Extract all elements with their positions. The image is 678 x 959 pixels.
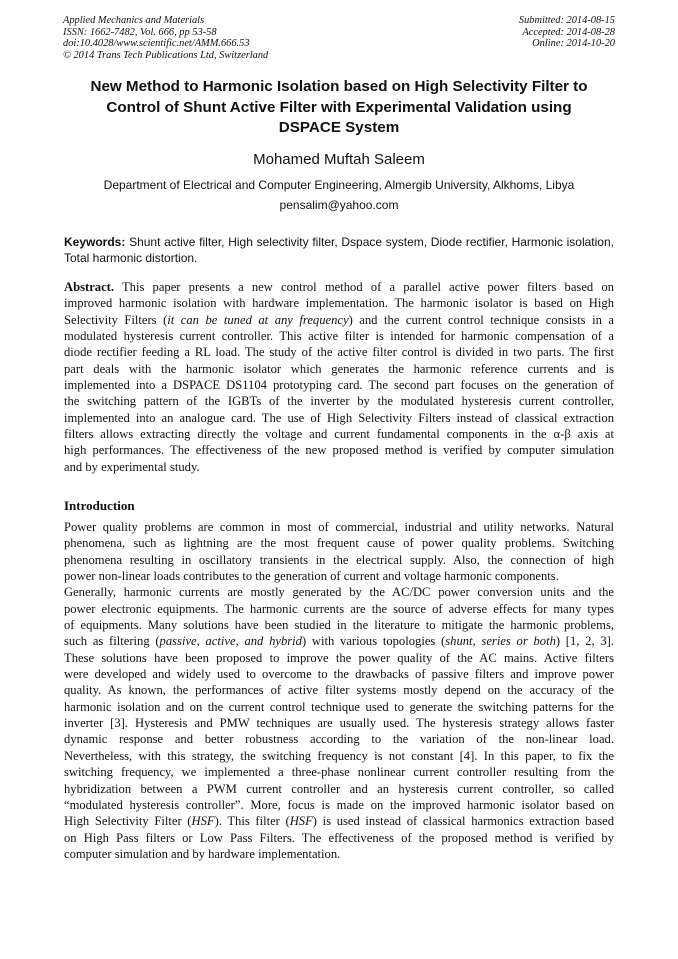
copyright: © 2014 Trans Tech Publications Ltd, Switzerland: [63, 49, 269, 61]
email[interactable]: pensalim@yahoo.com: [279, 198, 399, 212]
text-segment: the switching pattern of the IGBTs of the inverter by the modulated hysteresis current controller,: [64, 394, 614, 409]
title-line: Control of Shunt Active Filter with Experimental Validation using: [106, 98, 572, 116]
text-line: [64, 552, 614, 568]
text-line: [64, 846, 614, 862]
keywords-label: Keywords:: [64, 235, 126, 249]
text-line: [64, 797, 614, 813]
text-line: [64, 568, 614, 584]
text-line: [64, 584, 614, 600]
text-line: [64, 650, 614, 666]
intro-paragraph-2: [64, 584, 614, 862]
text-segment: dynamic response and better robustness according to the variation of the non-linear load.: [64, 732, 614, 747]
journal-name: Applied Mechanics and Materials: [63, 15, 205, 26]
italic-text: HSF: [191, 814, 215, 829]
journal-info: [63, 15, 268, 61]
text-segment: ). This filter (: [214, 814, 290, 829]
text-line: [64, 601, 614, 617]
online-date: Online: 2014-10-20: [532, 38, 615, 50]
text-segment: Nevertheless, with this strategy, the switching frequency is not constant [4]. In this paper, to fix the: [64, 748, 614, 763]
text-segment: filters allows extracting directly the voltage and current fundamental components in the α-β axis at: [64, 427, 614, 442]
text-line: [64, 377, 614, 393]
text-line: [64, 699, 614, 715]
text-line: [64, 748, 614, 764]
italic-text: HSF: [289, 814, 313, 829]
doi: doi:10.4028/www.scientific.net/AMM.666.53: [63, 38, 250, 50]
accepted-date: Accepted: 2014-08-28: [522, 26, 615, 38]
text-segment: “modulated hysteresis controller”. More, focus is made on the improved harmonic isolator based on: [64, 797, 614, 812]
text-segment: High Selectivity Filter (: [64, 814, 192, 829]
text-line: [64, 344, 614, 360]
text-line: [64, 361, 614, 377]
text-segment: were developed and widely used to overcome to the drawbacks of passive filters and improve power: [64, 667, 614, 682]
text-segment: computer simulation and by hardware implementation.: [64, 846, 341, 861]
text-line: [64, 781, 614, 797]
text-segment: These solutions have been proposed to improve the power quality of the AC mains. Active filters: [64, 650, 614, 665]
text-segment: implemented into an analogue card. The use of High Selectivity Filters instead of classical extraction: [64, 410, 614, 425]
text-line: [64, 715, 614, 731]
abstract: [64, 279, 614, 475]
text-segment: modulated hysteresis current controller. This active filter is intended for harmonic compensation of a: [64, 329, 614, 344]
issn: ISSN: 1662-7482, Vol. 666, pp 53-58: [63, 26, 217, 38]
text-segment: implemented into a DSPACE DS1104 prototyping card. The second part focuses on the generation of: [64, 378, 614, 393]
text-line: [64, 764, 614, 780]
text-line: [64, 633, 614, 649]
text-segment: such as filtering (: [64, 634, 160, 649]
text-segment: diode rectifier feeding a RL load. The study of the active filter control is divided in two parts. The first: [64, 345, 614, 360]
text-line: [64, 459, 614, 475]
text-segment: and by experimental study.: [64, 459, 200, 474]
text-segment: ) with various topologies (: [301, 634, 446, 649]
text-segment: This paper presents a new control method of a parallel active power filters based on: [114, 280, 614, 294]
text-line: [64, 666, 614, 682]
text-line: [64, 535, 614, 551]
submitted-date: Submitted: 2014-08-15: [518, 15, 615, 26]
text-line: [64, 328, 614, 344]
text-segment: Selectivity Filters (: [64, 312, 168, 327]
text-segment: phenomena resulting in oscillatory transients in the electrical supply. Also, the connection of high: [64, 552, 614, 567]
text-line: [64, 442, 614, 458]
text-line: [64, 426, 614, 442]
text-segment: Generally, harmonic currents are mostly generated by the AC/DC power conversion units and the: [64, 585, 614, 600]
italic-text: passive, active, and hybrid: [159, 634, 302, 649]
text-line: [64, 410, 614, 426]
text-segment: power non-linear loads contributes to the generation of current and voltage harmonic components.: [64, 569, 559, 584]
title-line: New Method to Harmonic Isolation based on High Selectivity Filter to: [90, 78, 588, 95]
text-segment: Power quality problems are common in most of commercial, industrial and utility networks. Natural: [64, 520, 614, 534]
text-segment: quality. As known, the performances of active filter systems mostly depend on the accuracy of the: [64, 683, 614, 698]
dates: [519, 15, 615, 50]
affiliation: Department of Electrical and Computer Engineering, Almergib University, Alkhoms, Libya: [103, 178, 575, 192]
keywords: [64, 234, 614, 266]
section-heading-introduction: Introduction: [64, 498, 135, 513]
text-line: [64, 830, 614, 846]
text-line: [64, 312, 614, 328]
text-segment: ) is used instead of classical harmonics extraction based: [312, 814, 614, 829]
paragraph-label: Abstract.: [64, 280, 115, 294]
text-segment: hybridization between a PWM current controller and an hysteresis current controller, so called: [64, 781, 614, 796]
text-segment: part deals with the harmonic isolator which generates the harmonic reference currents and is: [64, 361, 614, 376]
intro-paragraph-1: [64, 519, 614, 584]
text-segment: power electronic equipments. The harmonic currents are the source of adverse effects for many types: [64, 601, 614, 616]
text-segment: harmonic isolation and on the current control technique used to generate the switching patterns for the: [64, 699, 614, 714]
text-segment: inverter [3]. Hysteresis and PMW techniques are usually used. The hysteresis strategy allows faster: [64, 716, 614, 731]
text-segment: of equipments. Many solutions have been studied in the literature to mitigate the harmonic problems,: [64, 618, 614, 633]
text-segment: ) and the current control technique consists in a: [348, 312, 614, 327]
text-segment: improved harmonic isolation with hardware implementation. The harmonic isolator is based on High: [64, 296, 614, 311]
text-line: [64, 519, 614, 535]
text-segment: on High Pass filters or Low Pass Filters. The effectiveness of the proposed method is verified by: [64, 830, 614, 845]
text-line: [64, 393, 614, 409]
paper-title: [40, 77, 638, 139]
text-line: [64, 682, 614, 698]
title-line: DSPACE System: [278, 119, 400, 136]
text-line: [64, 731, 614, 747]
text-segment: phenomena, such as lightning are the most frequent cause of power quality problems. Switching: [64, 536, 614, 551]
italic-text: shunt, series or both: [445, 634, 556, 649]
text-segment: high performances. The effectiveness of the new proposed method is verified by computer simulation: [64, 443, 614, 458]
italic-text: it can be tuned at any frequency: [167, 312, 349, 327]
text-segment: ) [1, 2, 3].: [555, 634, 615, 649]
text-line: [64, 295, 614, 311]
text-line: [64, 279, 614, 295]
text-segment: switching frequency, we implemented a three-phase nonlinear current controller resulting from the: [64, 765, 614, 780]
keywords-text: Shunt active filter, High selectivity filter, Dspace system, Diode rectifier, Harmonic isolation, Total harmonic distortion.: [64, 235, 614, 265]
text-line: [64, 813, 614, 829]
text-line: [64, 617, 614, 633]
author: Mohamed Muftah Saleem: [253, 151, 425, 168]
